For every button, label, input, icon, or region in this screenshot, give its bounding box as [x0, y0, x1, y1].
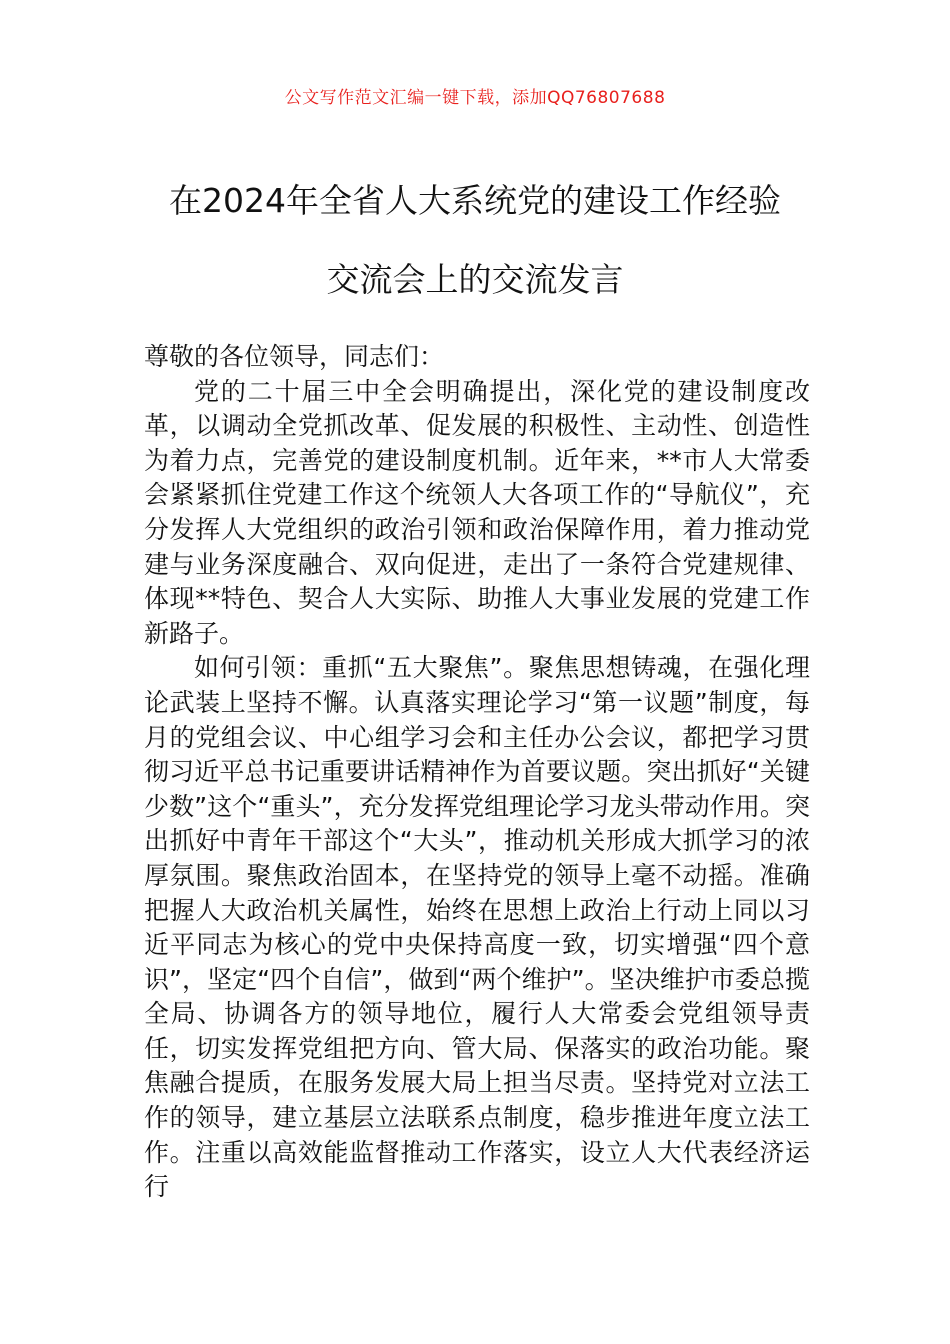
- download-notice: 公文写作范文汇编一键下载，添加QQ76807688: [284, 88, 666, 108]
- paragraph-five-focuses: 如何引领：重抓“五大聚焦”。聚焦思想铸魂，在强化理论武装上坚持不懈。认真落实理论学习“第一议题”制度，每月的党组会议、中心组学习会和主任办公会议，都把学习贯彻习近平总书记重要讲话精神作为首要议题。突出抓好“关键少数”这个“重头”，充分发挥党组理论学习龙头带动作用。突出抓好中青年干部这个“大头”，推动机关形成大抓学习的浓厚氛围。聚焦政治固本，在坚持党的领导上毫不动摇。准确把握人大政治机关属性，始终在思想上政治上行动上同以习近平同志为核心的党中央保持高度一致，切实增强“四个意识”，坚定“四个自信”，做到“两个维护”。坚决维护市委总揽全局、协调各方的领导地位，履行人大常委会党组领导责任，切实发挥党组把方向、管大局、保落实的政治功能。聚焦融合提质，在服务发展大局上担当尽责。坚持党对立法工作的领导，建立基层立法联系点制度，稳步推进年度立法工作。注重以高效能监督推动工作落实，设立人大代表经济运行: [144, 653, 810, 1202]
- title-line-1: 在2024年全省人大系统党的建设工作经验: [169, 181, 781, 220]
- document-body: [144, 340, 810, 1205]
- title-line-2: 交流会上的交流发言: [326, 260, 624, 299]
- paragraph-intro: 党的二十届三中全会明确提出，深化党的建设制度改革，以调动全党抓改革、促发展的积极性、主动性、创造性为着力点，完善党的建设制度机制。近年来，**市人大常委会紧紧抓住党建工作这个统领人大各项工作的“导航仪”，充分发挥人大党组织的政治引领和政治保障作用，着力推动党建与业务深度融合、双向促进，走出了一条符合党建规律、体现**特色、契合人大实际、助推人大事业发展的党建工作新路子。: [144, 376, 810, 648]
- salutation: 尊敬的各位领导，同志们：: [144, 342, 445, 371]
- document-title: [120, 176, 830, 334]
